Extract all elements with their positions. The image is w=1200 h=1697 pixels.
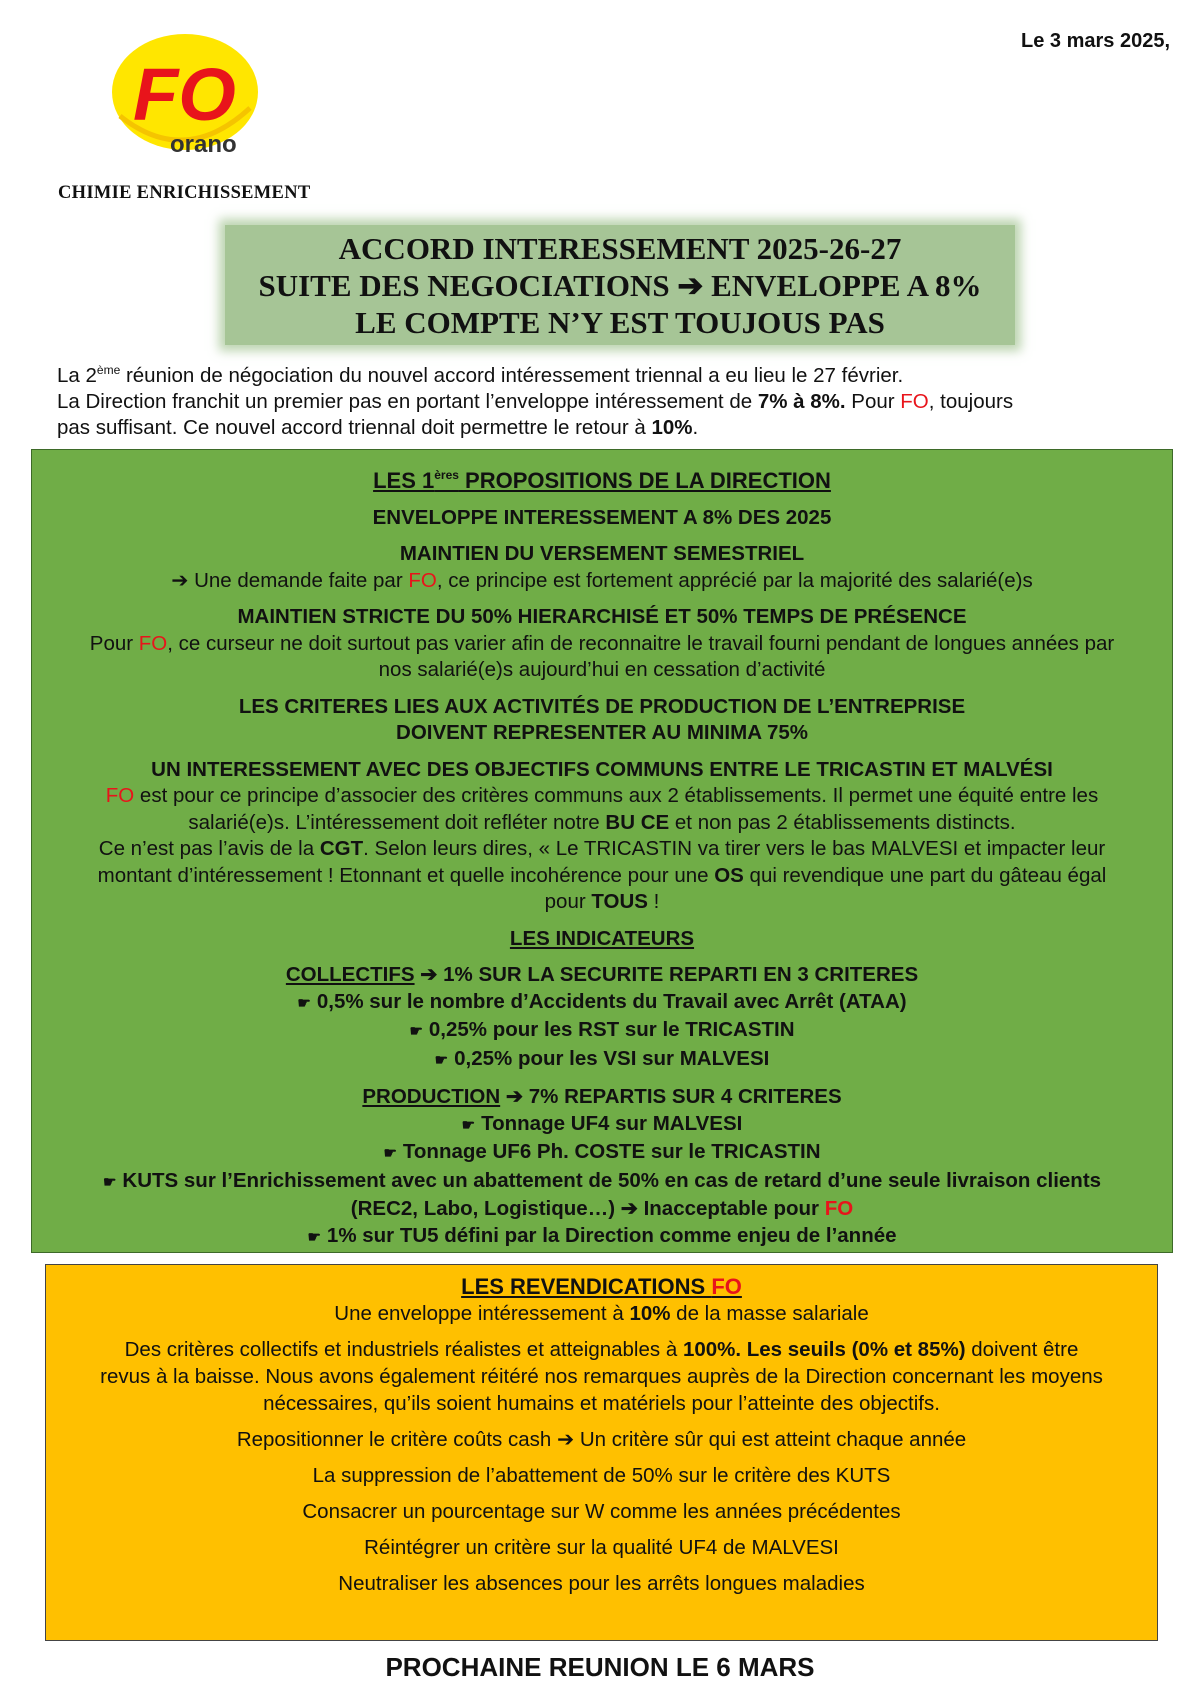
list-item: ☛ 1% sur TU5 défini par la Direction comme enjeu de l’année (307, 1223, 897, 1247)
pointing-hand-icon: ☛ (461, 1116, 476, 1134)
intro-line: pas suffisant. Ce nouvel accord triennal doit permettre le retour à 10%. (57, 415, 699, 439)
intro-line: La Direction franchit un premier pas en portant l’enveloppe intéressement de 7% à 8%. Pour FO, toujours (57, 389, 1014, 413)
revendications-section (45, 1264, 1158, 1641)
propositions-heading: LES 1ères PROPOSITIONS DE LA DIRECTION (373, 468, 831, 493)
semestriel-block: MAINTIEN DU VERSEMENT SEMESTRIEL ➔ Une demande faite par FO, ce principe est fortement apprécié par la majorité des salarié(e)s (171, 542, 1033, 592)
revendication-item: Une enveloppe intéressement à 10% de la masse salariale (334, 1302, 869, 1325)
next-meeting-notice: PROCHAINE REUNION LE 6 MARS (385, 1652, 815, 1682)
revendications-heading: LES REVENDICATIONS FO (461, 1274, 742, 1299)
envelope-proposal: ENVELOPPE INTERESSEMENT A 8% DES 2025 (372, 505, 832, 529)
list-item: ☛ 0,25% pour les VSI sur MALVESI (434, 1046, 770, 1070)
list-item: ☛ KUTS sur l’Enrichissement avec un abattement de 50% en cas de retard d’une seule livraison clients (102, 1168, 1102, 1192)
pointing-hand-icon: ☛ (383, 1145, 397, 1162)
revendication-item: La suppression de l’abattement de 50% sur le critère des KUTS (312, 1464, 891, 1487)
document-date: Le 3 mars 2025, (1021, 30, 1170, 52)
list-item: ☛ Tonnage UF4 sur MALVESI (461, 1111, 743, 1135)
revendication-item: Réintégrer un critère sur la qualité UF4 de MALVESI (364, 1536, 839, 1559)
pointing-hand-icon: ☛ (409, 1023, 423, 1040)
title-line: SUITE DES NEGOCIATIONS ➔ ENVELOPPE A 8% (258, 267, 982, 303)
pointing-hand-icon: ☛ (297, 994, 311, 1012)
fo-orano-logo (100, 28, 270, 158)
intro-line: La 2ème réunion de négociation du nouvel accord intéressement triennal a eu lieu le 27 février. (57, 363, 904, 387)
title-line: ACCORD INTERESSEMENT 2025-26-27 (338, 230, 902, 266)
indicateurs-heading: LES INDICATEURS (509, 926, 695, 950)
criteres-block: LES CRITERES LIES AUX ACTIVITÉS DE PRODUCTION DE L’ENTREPRISE DOIVENT REPRESENTER AU MINIMA 75% (238, 694, 966, 744)
logo-graphic (100, 28, 270, 158)
list-item: ☛ 0,5% sur le nombre d’Accidents du Travail avec Arrêt (ATAA) (297, 989, 907, 1013)
objectifs-communs-block: UN INTERESSEMENT AVEC DES OBJECTIFS COMMUNS ENTRE LE TRICASTIN ET MALVÉSI FO est pour ce principe d’associer des critères communs aux 2 établissements. Il permet une équité entre les salarié(e)s. L’intéressement doit refléter notre BU CE et non pas 2 établissements distincts. Ce n’est pas l’avis de la CGT. Selon leurs dires, « Le TRICASTIN va tirer vers le bas MALVESI et impacter leur montant d’intéressement ! Etonnant et quelle incohérence pour une OS qui revendique une part du gâteau égal pour TOUS ! (97, 757, 1107, 913)
revendication-item: Des critères collectifs et industriels réalistes et atteignables à 100%. Les seuils (0% et 85%) doivent être revus à la baisse. Nous avons également réitéré nos remarques auprès de la Direction concernant les moyens nécessaires, qu’ils soient humains et matériels pour l’atteinte des objectifs. (100, 1338, 1103, 1415)
production-block: PRODUCTION ➔ 7% REPARTIS SUR 4 CRITERES ☛ Tonnage UF4 sur MALVESI ☛ Tonnage UF6 Ph. COSTE sur le TRICASTIN ☛ KUTS sur l’Enrichissement avec un abattement de 50% en cas de retard d’une seule livraison clients (REC2, Labo, Logistique…) ➔ Inacceptable pour FO ☛ 1% sur TU5 défini par la Direction comme enjeu de l’année (32, 1084, 1172, 1251)
logo-orano-text: orano (170, 131, 237, 158)
intro-paragraph (57, 357, 1157, 441)
strict-block: MAINTIEN STRICTE DU 50% HIERARCHISÉ ET 50% TEMPS DE PRÉSENCE Pour FO, ce curseur ne doit surtout pas varier afin de reconnaitre le travail fourni pendant de longues années par nos salarié(e)s aujourd’hui en cessation d’activité (89, 605, 1115, 681)
revendication-item: Neutraliser les absences pour les arrêts longues maladies (338, 1572, 865, 1595)
document-title (225, 225, 1015, 345)
collectifs-block: COLLECTIFS ➔ 1% SUR LA SECURITE REPARTI EN 3 CRITERES ☛ 0,5% sur le nombre d’Accidents du Travail avec Arrêt (ATAA) ☛ 0,25% pour les RST sur le TRICASTIN ☛ 0,25% pour les VSI sur MALVESI (32, 962, 1172, 1074)
title-line: LE COMPTE N’Y EST TOUJOUS PAS (355, 304, 885, 340)
pointing-hand-icon: ☛ (434, 1051, 449, 1069)
organization-name: CHIMIE ENRICHISSEMENT (58, 183, 311, 203)
revendication-item: Repositionner le critère coûts cash ➔ Un critère sûr qui est atteint chaque année (236, 1428, 967, 1451)
list-item: ☛ Tonnage UF6 Ph. COSTE sur le TRICASTIN (383, 1140, 821, 1163)
revendication-item: Consacrer un pourcentage sur W comme les années précédentes (302, 1500, 901, 1523)
propositions-section (31, 449, 1173, 1253)
pointing-hand-icon: ☛ (102, 1173, 117, 1191)
list-item: ☛ 0,25% pour les RST sur le TRICASTIN (409, 1018, 795, 1041)
logo-fo-text: FO (133, 53, 236, 136)
pointing-hand-icon: ☛ (307, 1228, 321, 1246)
